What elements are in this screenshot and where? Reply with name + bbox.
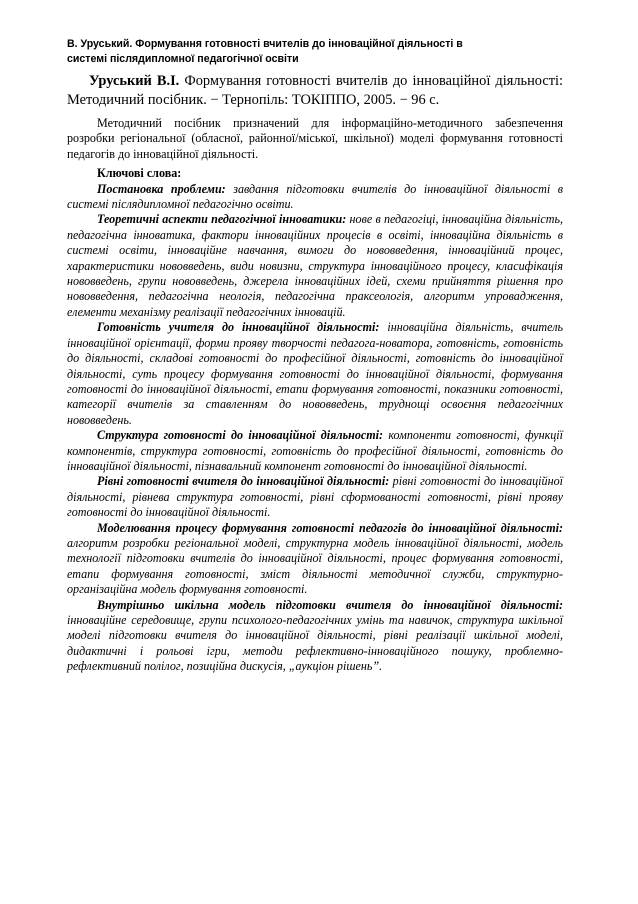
keyword-term: Рівні готовності вчителя до інноваційної діяльності: [97,474,390,489]
header-line-1: В. Уруський. Формування готовності вчителів до інноваційної діяльності в [67,38,463,50]
keyword-section-school-model [67,598,563,675]
abstract-paragraph: Методичний посібник призначений для інформаційно-методичного забезпечення розробки регіональної (обласної, районної/міської, шкільної) моделі формування готовності педагогів до інноваційної діяльності. [67,116,563,161]
keyword-term: Готовність учителя до інноваційної діяльності: [97,320,380,335]
keyword-text: інноваційна діяльність, вчитель інноваційної орієнтації, форми прояву творчості педагога-новатора, готовність, готовність до діяльності, складові готовності до професійної діяльності, готовність до інноваційної діяльності, суть процесу формування готовності до інноваційної діяльності, формування готовності до інноваційної діяльності, етапи формування готовності, показники готовності, категорії вчителів за ставленням до нововведень, труднощі освоєння педагогічних нововведень. [67,320,563,427]
keyword-section-structure [67,428,563,474]
keyword-text: алгоритм розробки регіональної моделі, структурна модель інноваційної діяльності, модель технології підготовки вчителів до інноваційної діяльності, процес формування готовності, етапи формування готовності, зміст діяльності методичної служби, структурно-організаційна модель формування готовності. [67,535,563,597]
keyword-text: інноваційне середовище, групи психолого-педагогічних умінь та навичок, структура шкільної моделі підготовки вчителя до інноваційної діяльності, рівні реалізації шкільної моделі, дидактичні і рольові ігри, методи рефлективно-інноваційного пошуку, проблемно-рефлективний полілог, позиційна дискусія, „аукціон рішень”. [67,613,563,674]
keyword-section-theory [67,212,563,320]
header-line-2: системі післядипломної педагогічної освіти [67,52,299,65]
keyword-term: Постановка проблеми: [97,181,226,196]
keyword-section-readiness [67,320,563,428]
keyword-text: рівні готовності до інноваційної діяльності, рівнева структура готовності, рівні сформованості готовності, рівні прояву готовності до інноваційної діяльності. [67,474,563,520]
citation-author: Уруський В.І. [89,73,180,89]
keyword-term: Моделювання процесу формування готовності педагогів до інноваційної діяльності: [97,520,563,535]
keyword-section-levels [67,474,563,520]
keyword-term: Структура готовності до інноваційної діяльності: [97,428,384,443]
bibliographic-citation [67,72,563,110]
keyword-term: Внутрішньо шкільна модель підготовки вчителя до інноваційної діяльності: [97,597,563,612]
document-page [67,37,563,675]
keyword-section-modeling [67,521,563,598]
keywords-heading: Ключові слова: [97,166,182,181]
citation-text: Формування готовності вчителів до інноваційної діяльності: Методичний посібник. − Тернопіль: ТОКІППО, 2005. − 96 с. [67,73,564,108]
keyword-term: Теоретичні аспекти педагогічної інноватики: [97,212,347,227]
keyword-text: завдання підготовки вчителів до інноваційної діяльності в системі післядипломної педагогічно освіти. [67,181,563,212]
keyword-text: нове в педагогіці, інноваційна діяльність, педагогічна інноватика, фактори інноваційних процесів в освіті, інноваційна діяльність в системі освіти, інноваційне навчання, вимоги до нововведення, інноваційний процес, характеристики нововведень, види новизни, структура інноваційного процесу, класифікація нововведень, групи нововведень, джерела інноваційних ідей, схеми прийняття рішення про нововведення, педагогічна неологія, педагогічна праксеологія, алгоритм упровадження, елементи механізму реалізації педагогічних інновацій. [67,212,563,319]
running-header [67,37,563,66]
keyword-section-problem [67,182,563,213]
keyword-text: компоненти готовності, функції компонентів, структура готовності, готовність до професійної діяльності, готовність до інноваційної діяльності, пізнавальний компонент готовності до інноваційної діяльності. [67,428,563,473]
